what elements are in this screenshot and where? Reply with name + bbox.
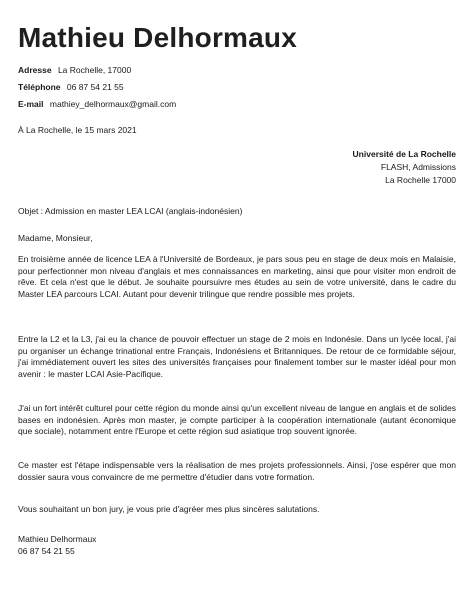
recipient-name: Université de La Rochelle <box>352 149 456 159</box>
email-row <box>18 96 176 113</box>
closing-paragraph: Vous souhaitant un bon jury, je vous prie d'agréer mes plus sincères salutations. <box>18 504 320 514</box>
paragraph-2: Entre la L2 et la L3, j'ai eu la chance de pouvoir effectuer un stage de 2 mois en Indonésie. Dans un lycée local, j'ai pu organiser un échange trinational entre Français, Indonésiens et Britanniques. De retour de ce formidable séjour, j'ai immédiatement ouvert les sites des universités françaises pour finalement tomber sur le master idéal pour mon avenir : le master LCAI Asie-Pacifique. <box>18 334 456 379</box>
phone-label: Téléphone <box>18 82 61 92</box>
paragraph-3: J'ai un fort intérêt culturel pour cette région du monde ainsi qu'un excellent niveau de langue en anglais et de solides bases en indonésien. Après mon master, je compte participer à la coopération internationale (autant économique que sociale), notamment entre l'Europe et cette région sud asiatique trop souvent ignorée. <box>18 403 456 437</box>
paragraph-4: Ce master est l'étape indispensable vers la réalisation de mes projets professionnels. Ainsi, j'ose espérer que mon dossier saura vous convaincre de me permettre d'étudier dans votre formation. <box>18 460 456 482</box>
paragraph-1: En troisième année de licence LEA à l'Université de Bordeaux, je pars sous peu en stage de deux mois en Malaisie, pour perfectionner mon niveau d'anglais et mes connaissances en marketing, ainsi que pour visiter mon endroit de rêve. Et cela n'est que le début. Je souhaite poursuivre mes études au sein de votre université, dans le cadre du Master LEA parcours LCAI. Autant pour devenir trilingue que rendre possible mes projets. <box>18 254 456 299</box>
recipient-block <box>353 148 456 187</box>
email-value: mathiey_delhormaux@gmail.com <box>49 99 177 109</box>
recipient-department: FLASH, Admissions <box>380 162 456 172</box>
email-label: E-mail <box>18 99 44 109</box>
signature-name: Mathieu Delhormaux <box>18 534 97 544</box>
contact-block <box>18 62 176 113</box>
phone-value: 06 87 54 21 55 <box>66 82 124 92</box>
letter-greeting: Madame, Monsieur, <box>18 233 93 243</box>
phone-row <box>18 79 176 96</box>
signature-phone: 06 87 54 21 55 <box>18 546 75 556</box>
signature-block <box>18 533 96 557</box>
recipient-city: La Rochelle 17000 <box>385 175 456 185</box>
address-value: La Rochelle, 17000 <box>57 65 132 75</box>
address-label: Adresse <box>18 65 52 75</box>
date-line: À La Rochelle, le 15 mars 2021 <box>18 125 137 135</box>
letter-subject: Objet : Admission en master LEA LCAI (anglais-indonésien) <box>18 206 243 216</box>
sender-name-heading: Mathieu Delhormaux <box>18 22 297 53</box>
address-row <box>18 62 176 79</box>
